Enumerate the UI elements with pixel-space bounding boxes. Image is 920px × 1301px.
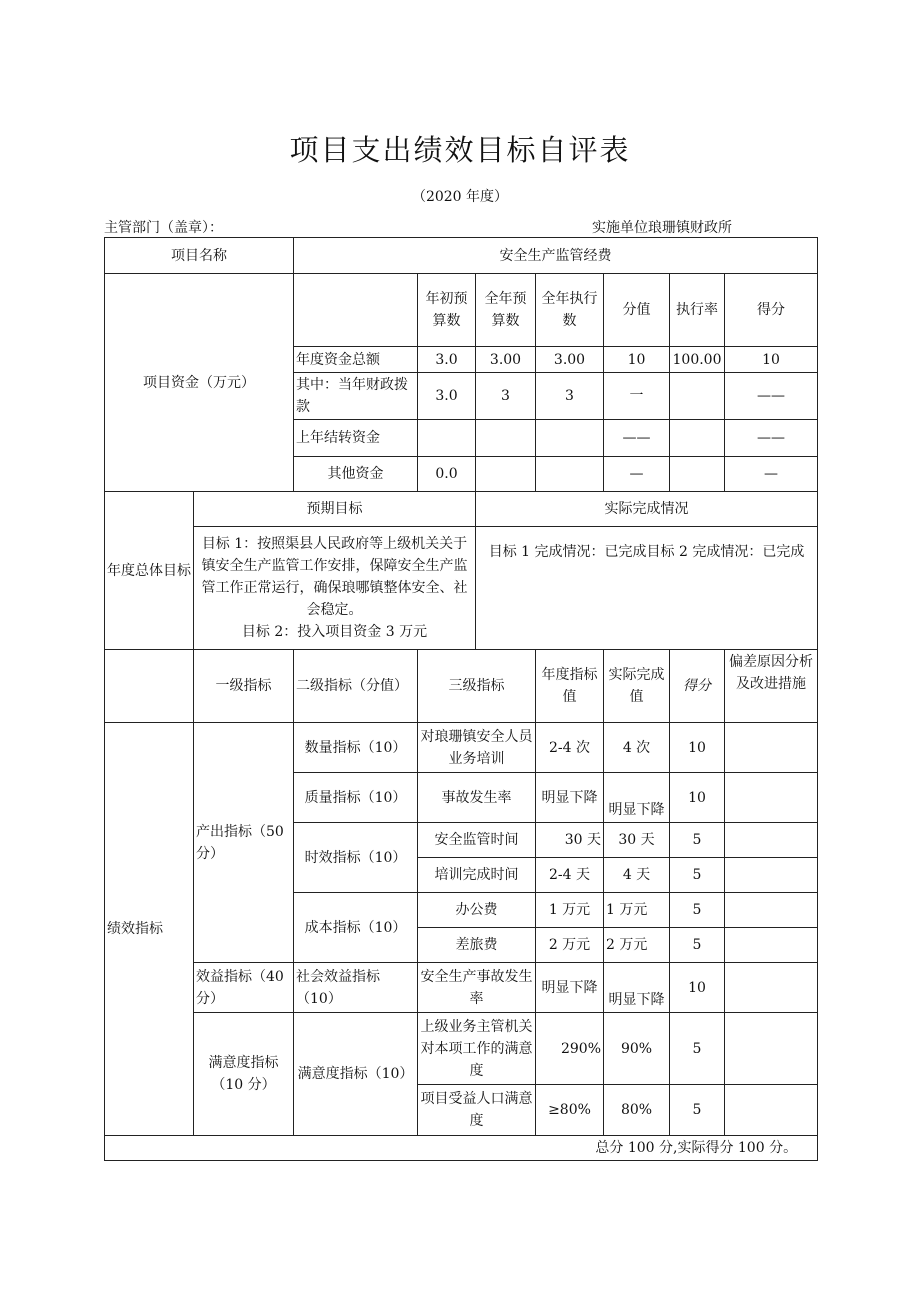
target-cell: 明显下降 bbox=[536, 773, 604, 823]
goals-label: 年度总体目标 bbox=[105, 492, 194, 650]
funds-cell: — bbox=[604, 457, 670, 492]
actual-cell: 80% bbox=[604, 1085, 670, 1136]
funds-cell: 3.00 bbox=[476, 347, 536, 373]
goal-1-text: 目标 1：按照渠县人民政府等上级机关关于镇安全生产监管工作安排，保障安全生产监管工作正常运行，确保琅哪镇整体安全、社会稳定。 bbox=[201, 536, 468, 618]
deviation-cell bbox=[725, 893, 818, 928]
funds-cell bbox=[670, 373, 725, 420]
score-cell: 10 bbox=[670, 723, 725, 773]
score-cell: 5 bbox=[670, 893, 725, 928]
funds-cell: 3 bbox=[536, 373, 604, 420]
funds-cell: 10 bbox=[725, 347, 818, 373]
quantity-indicator-label: 数量指标（10） bbox=[294, 723, 418, 773]
funds-cell bbox=[536, 457, 604, 492]
goals-actual-text: 目标 1 完成情况：已完成目标 2 完成情况：已完成 bbox=[476, 527, 818, 650]
satisfaction-sub-label: 满意度指标（10） bbox=[294, 1013, 418, 1136]
funds-row-label: 其中：当年财政拨款 bbox=[294, 373, 418, 420]
header-level1: 一级指标 bbox=[194, 650, 294, 723]
funds-cell bbox=[418, 420, 476, 457]
score-cell: 5 bbox=[670, 858, 725, 893]
funds-row-label: 其他资金 bbox=[294, 457, 418, 492]
deviation-cell bbox=[725, 773, 818, 823]
funds-row-label: 上年结转资金 bbox=[294, 420, 418, 457]
score-cell: 5 bbox=[670, 1013, 725, 1085]
l3-cell: 对琅珊镇安全人员业务培训 bbox=[418, 723, 536, 773]
l3-cell: 事故发生率 bbox=[418, 773, 536, 823]
funds-cell: 3 bbox=[476, 373, 536, 420]
target-cell: ≥80% bbox=[536, 1085, 604, 1136]
funds-cell: 10 bbox=[604, 347, 670, 373]
benefit-indicator-label: 效益指标（40分） bbox=[194, 963, 294, 1013]
l3-cell: 安全监管时间 bbox=[418, 823, 536, 858]
self-evaluation-table bbox=[104, 237, 818, 1161]
deviation-cell bbox=[725, 928, 818, 963]
funds-cell: — bbox=[725, 457, 818, 492]
actual-cell: 2 万元 bbox=[604, 928, 670, 963]
funds-header-points: 分值 bbox=[604, 274, 670, 347]
actual-cell: 1 万元 bbox=[604, 893, 670, 928]
deviation-cell bbox=[725, 723, 818, 773]
document-year: （2020 年度） bbox=[411, 189, 509, 205]
funds-cell bbox=[670, 420, 725, 457]
target-cell: 30 天 bbox=[536, 823, 604, 858]
funds-cell: 0.0 bbox=[418, 457, 476, 492]
target-cell: 2-4 天 bbox=[536, 858, 604, 893]
output-indicator-label: 产出指标（50分） bbox=[194, 723, 294, 963]
funds-cell bbox=[476, 457, 536, 492]
funds-cell bbox=[536, 420, 604, 457]
l3-cell: 差旅费 bbox=[418, 928, 536, 963]
actual-cell: 4 天 bbox=[604, 858, 670, 893]
funds-header-rate: 执行率 bbox=[670, 274, 725, 347]
deviation-cell bbox=[725, 858, 818, 893]
goals-actual-header: 实际完成情况 bbox=[476, 492, 818, 527]
target-cell: 290% bbox=[536, 1013, 604, 1085]
goals-expected-header: 预期目标 bbox=[194, 492, 476, 527]
target-cell: 2 万元 bbox=[536, 928, 604, 963]
dept-label: 主管部门（盖章）： bbox=[104, 220, 223, 236]
actual-cell: 明显下降 bbox=[604, 773, 670, 823]
funds-blank-header bbox=[294, 274, 418, 347]
indicators-section-label: 绩效指标 bbox=[105, 723, 194, 1136]
l3-cell: 办公费 bbox=[418, 893, 536, 928]
header-level3: 三级指标 bbox=[418, 650, 536, 723]
score-cell: 5 bbox=[670, 823, 725, 858]
target-cell: 1 万元 bbox=[536, 893, 604, 928]
actual-cell: 4 次 bbox=[604, 723, 670, 773]
funds-header-score: 得分 bbox=[725, 274, 818, 347]
target-cell: 明显下降 bbox=[536, 963, 604, 1013]
deviation-cell bbox=[725, 963, 818, 1013]
score-cell: 5 bbox=[670, 1085, 725, 1136]
satisfaction-indicator-label: 满意度指标（10 分） bbox=[194, 1013, 294, 1136]
quality-indicator-label: 质量指标（10） bbox=[294, 773, 418, 823]
target-cell: 2-4 次 bbox=[536, 723, 604, 773]
funds-cell bbox=[476, 420, 536, 457]
l3-cell: 安全生产事故发生率 bbox=[418, 963, 536, 1013]
funds-cell: 一 bbox=[604, 373, 670, 420]
funds-cell: —— bbox=[725, 373, 818, 420]
actual-cell: 30 天 bbox=[604, 823, 670, 858]
funds-row-label: 年度资金总额 bbox=[294, 347, 418, 373]
l3-cell: 项目受益人口满意度 bbox=[418, 1085, 536, 1136]
impl-unit: 实施单位琅珊镇财政所 bbox=[592, 220, 732, 236]
cost-indicator-label: 成本指标（10） bbox=[294, 893, 418, 963]
social-benefit-label: 社会效益指标（10） bbox=[294, 963, 418, 1013]
funds-cell: —— bbox=[725, 420, 818, 457]
timeliness-indicator-label: 时效指标（10） bbox=[294, 823, 418, 893]
document-title: 项目支出绩效目标自评表 bbox=[289, 133, 631, 167]
funds-cell: 3.0 bbox=[418, 347, 476, 373]
funds-header-annual: 全年预算数 bbox=[476, 274, 536, 347]
deviation-cell bbox=[725, 823, 818, 858]
header-target: 年度指标值 bbox=[536, 650, 604, 723]
funds-cell: 3.0 bbox=[418, 373, 476, 420]
project-name-value: 安全生产监管经费 bbox=[294, 238, 818, 274]
funds-header-executed: 全年执行数 bbox=[536, 274, 604, 347]
funds-label: 项目资金（万元） bbox=[105, 274, 294, 492]
goal-2-text: 目标 2：投入项目资金 3 万元 bbox=[241, 624, 428, 640]
header-level2: 二级指标（分值） bbox=[294, 650, 418, 723]
score-cell: 10 bbox=[670, 963, 725, 1013]
funds-cell bbox=[670, 457, 725, 492]
actual-cell: 90% bbox=[604, 1013, 670, 1085]
header-deviation: 偏差原因分析及改进措施 bbox=[725, 650, 818, 723]
l3-cell: 上级业务主管机关对本项工作的满意度 bbox=[418, 1013, 536, 1085]
l3-cell: 培训完成时间 bbox=[418, 858, 536, 893]
actual-cell: 明显下降 bbox=[604, 963, 670, 1013]
funds-cell: —— bbox=[604, 420, 670, 457]
total-score: 总分 100 分,实际得分 100 分。 bbox=[105, 1136, 818, 1161]
funds-header-initial: 年初预算数 bbox=[418, 274, 476, 347]
score-cell: 5 bbox=[670, 928, 725, 963]
funds-cell: 3.00 bbox=[536, 347, 604, 373]
indicators-blank-header bbox=[105, 650, 194, 723]
header-score: 得分 bbox=[670, 650, 725, 723]
header-actual: 实际完成值 bbox=[604, 650, 670, 723]
score-cell: 10 bbox=[670, 773, 725, 823]
deviation-cell bbox=[725, 1085, 818, 1136]
goals-expected-text bbox=[194, 527, 476, 650]
project-name-label: 项目名称 bbox=[105, 238, 294, 274]
funds-cell: 100.00 bbox=[670, 347, 725, 373]
deviation-cell bbox=[725, 1013, 818, 1085]
